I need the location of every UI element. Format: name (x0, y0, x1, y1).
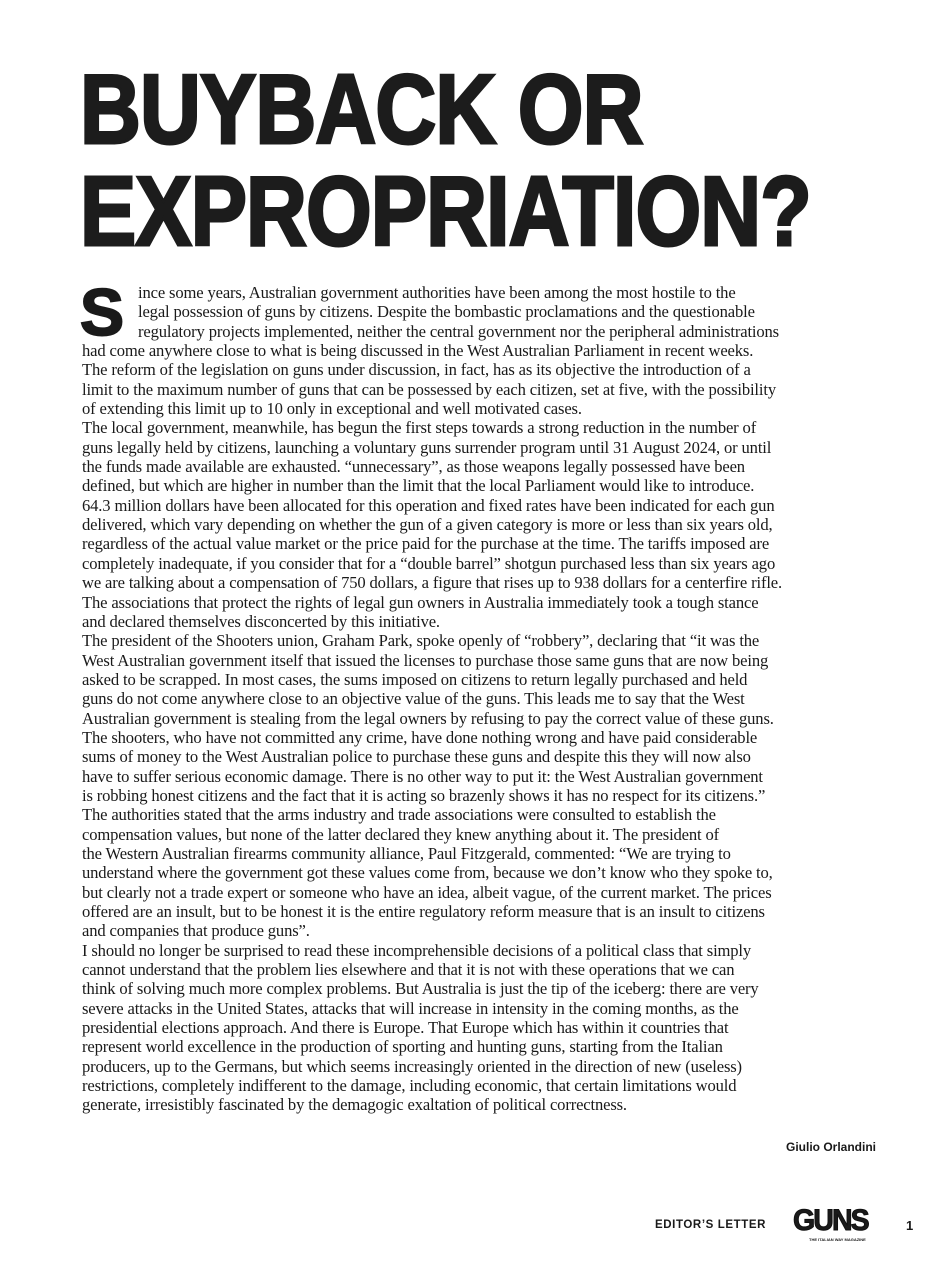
title-line-2: EXPROPRIATION? (80, 156, 811, 266)
text-line: the Western Australian firearms community alliance, Paul Fitzgerald, commented: “We are trying to (82, 843, 731, 863)
text-line: The authorities stated that the arms industry and trade associations were consulted to establish the (82, 805, 716, 825)
text-line: the funds made available are exhausted. “unnecessary”, as those weapons legally possessed have been (82, 457, 745, 477)
text-line: legal possession of guns by citizens. Despite the bombastic proclamations and the questionable (138, 302, 755, 322)
text-line: and companies that produce guns”. (82, 921, 310, 941)
magazine-logo (793, 1206, 877, 1246)
logo-text: GUNS (793, 1204, 868, 1237)
text-line: restrictions, completely indifferent to the damage, including economic, that certain limitations would (82, 1076, 737, 1096)
text-line: producers, up to the Germans, but which seems increasingly oriented in the direction of new (useless) (82, 1056, 742, 1076)
text-line: guns legally held by citizens, launching a voluntary guns surrender program until 31 August 2024, or until (82, 437, 772, 457)
text-line: completely inadequate, if you consider that for a “double barrel” shotgun purchased less than six years ago (82, 553, 776, 573)
text-line: severe attacks in the United States, attacks that will increase in intensity in the coming months, as the (82, 998, 739, 1018)
text-line: regardless of the actual value market or the price paid for the purchase at the time. The tariffs imposed are (82, 534, 770, 554)
text-line: The reform of the legislation on guns under discussion, in fact, has as its objective the introduction of a (82, 360, 751, 380)
paragraph (82, 283, 882, 418)
author-name: Giulio Orlandini (786, 1140, 876, 1154)
text-line: sums of money to the West Australian police to purchase these guns and despite this they will now also (82, 747, 751, 767)
text-line: had come anywhere close to what is being discussed in the West Australian Parliament in recent weeks. (82, 341, 754, 361)
paragraph (82, 418, 882, 631)
text-line: West Australian government itself that issued the licenses to purchase those same guns that are now being (82, 650, 769, 670)
paragraph (82, 631, 882, 941)
text-line: and declared themselves disconcerted by this initiative. (82, 611, 440, 631)
text-line: The associations that protect the rights of legal gun owners in Australia immediately took a tough stance (82, 592, 759, 612)
text-line: 64.3 million dollars have been allocated for this operation and fixed rates have been indicated for each gun (82, 495, 775, 515)
text-line: offered are an insult, but to be honest it is the entire regulatory reform measure that is an insult to citizens (82, 902, 765, 921)
text-line: generate, irresistibly fascinated by the demagogic exaltation of political correctness. (82, 1095, 627, 1115)
text-line: guns do not come anywhere close to an objective value of the guns. This leads me to say that the West (82, 689, 745, 709)
title-line-1: BUYBACK OR (80, 54, 643, 164)
drop-cap: S (80, 275, 124, 349)
text-line: delivered, which vary depending on whether the gun of a given category is more or less than six years old, (82, 515, 773, 535)
text-line: we are talking about a compensation of 750 dollars, a figure that rises up to 938 dollars for a centerfire rifle. (82, 573, 783, 593)
text-line: regulatory projects implemented, neither the central government nor the peripheral administrations (138, 321, 779, 341)
text-line: of extending this limit up to 10 only in exceptional and well motivated cases. (82, 399, 582, 419)
text-line: but clearly not a trade expert or someone who have an idea, albeit vague, of the current market. The prices (82, 882, 772, 902)
text-line: represent world excellence in the production of sporting and hunting guns, starting from the Italian (82, 1037, 723, 1057)
text-line: I should no longer be surprised to read these incomprehensible decisions of a political class that simply (82, 940, 752, 960)
text-line: compensation values, but none of the latter declared they knew anything about it. The president of (82, 824, 720, 844)
article-body (80, 275, 882, 1115)
text-line: defined, but which are higher in number than the limit that the local Parliament would like to introduce. (82, 476, 755, 496)
text-line: The president of the Shooters union, Graham Park, spoke openly of “robbery”, declaring that “it was the (82, 631, 760, 651)
page-number: 1 (906, 1218, 914, 1233)
text-line: is robbing honest citizens and the fact that it is acting so brazenly shows it has no respect for its citizens.” (82, 785, 766, 805)
text-line: understand where the government got these values come from, because we don’t know who they spoke to, (82, 863, 773, 883)
text-line: The local government, meanwhile, has begun the first steps towards a strong reduction in the number of (82, 418, 757, 438)
text-line: presidential elections approach. And there is Europe. That Europe which has within it countries that (82, 1018, 729, 1038)
text-line: cannot understand that the problem lies elsewhere and that it is not with these operations that we can (82, 960, 735, 980)
logo-tagline: THE ITALIAN WAY MAGAZINE (809, 1237, 866, 1242)
text-line: ince some years, Australian government authorities have been among the most hostile to the (138, 283, 736, 302)
text-line: asked to be scrapped. In most cases, the sums imposed on citizens to return legally purchased and held (82, 669, 748, 689)
text-line: Australian government is stealing from the legal owners by refusing to pay the correct value of these guns. (82, 708, 774, 728)
section-label: EDITOR’S LETTER (655, 1219, 767, 1231)
paragraph (82, 941, 882, 1115)
article-title (80, 54, 811, 266)
text-line: think of solving much more complex problems. But Australia is just the tip of the iceberg: there are very (82, 979, 759, 999)
text-line: The shooters, who have not committed any crime, have done nothing wrong and have paid considerable (82, 727, 758, 747)
text-line: limit to the maximum number of guns that can be possessed by each citizen, set at five, with the possibility (82, 379, 776, 399)
text-line: have to suffer serious economic damage. There is no other way to put it: the West Australian government (82, 766, 763, 786)
